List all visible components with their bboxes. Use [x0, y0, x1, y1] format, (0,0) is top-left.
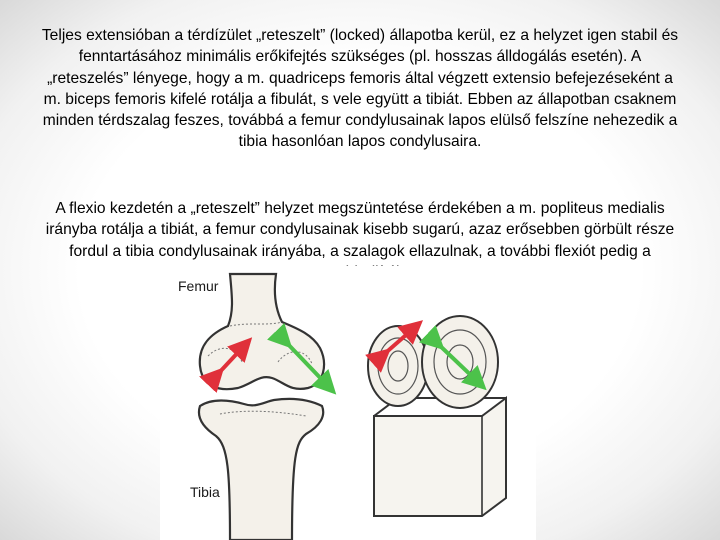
- knee-joint-illustration: [160, 266, 536, 540]
- femur-label: Femur: [178, 278, 219, 294]
- paragraph-locked-extension: Teljes extensióban a térdízület „reteszelt” (locked) állapotba kerül, ez a helyzet igen stabil és fenntartásához minimális erőkifejtés szükséges (pl. hosszas álldogálás esetén). A „reteszelés” lényege, hogy a m. quadriceps femoris által végzett extensio befejezéseként a m. biceps femoris kifelé rotálja a fibulát, s vele együtt a tibiát. Ebben az állapotban csaknem minden térdszalag feszes, továbbá a femur condylusainak lapos elülső felszíne nehezedik a tibia hasonlóan lapos condylusaira.: [41, 27, 679, 151]
- tibia-block: [374, 398, 506, 516]
- tibia-label: Tibia: [190, 484, 220, 500]
- tibia-bone: [199, 399, 323, 540]
- condyle-wheel-large: [422, 316, 498, 408]
- paragraph-flexion-start: A flexio kezdetén a „reteszelt” helyzet megszüntetése érdekében a m. popliteus medialis irányba rotálja a tibiát, a femur condylusainak kisebb sugarú, azaz erősebben görbült része fordul a tibia condylusainak irányába, a szalagok ellazulnak, a további flexiót pedig a: [45, 200, 675, 260]
- condyle-wheel-small: [368, 326, 428, 406]
